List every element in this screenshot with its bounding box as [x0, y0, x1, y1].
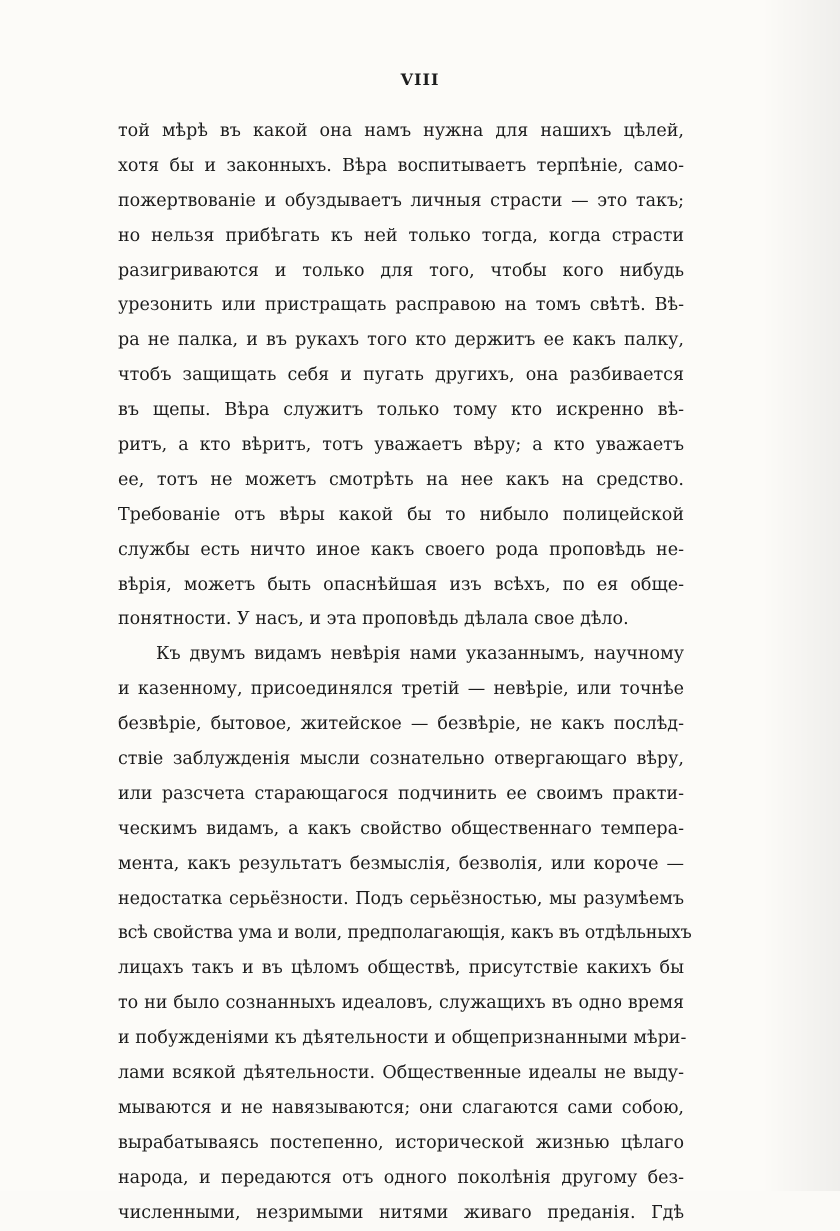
text-line: и побужденіями къ дѣятельности и общепризнанными мѣри- [118, 1028, 687, 1049]
text-line: разигриваются и только для того, чтобы кого нибудь [118, 260, 684, 281]
text-line: лами всякой дѣятельности. Общественные идеалы не выду- [118, 1063, 684, 1084]
text-line: недостатка серьёзности. Подъ серьёзностью, мы разумѣемъ [118, 888, 684, 909]
text-line: безвѣріе, бытовое, житейское — безвѣріе, не какъ послѣд- [118, 714, 684, 735]
text-line: Требованіе отъ вѣры какой бы то нибыло полицейской [118, 504, 684, 525]
text-line: въ щепы. Вѣра служитъ только тому кто искренно вѣ- [118, 400, 684, 421]
text-line: ствіе заблужденія мысли сознательно отвергающаго вѣру, [118, 749, 684, 770]
text-line: или разсчета старающагося подчинить ее своимъ практи- [118, 783, 684, 804]
text-line: службы есть ничто иное какъ своего рода проповѣдь не- [118, 539, 684, 560]
text-line: чтобъ защищать себя и пугать другихъ, она разбивается [118, 365, 684, 386]
page-number: VIII [400, 70, 440, 89]
text-line: мента, какъ результатъ безмыслія, безволія, или короче — [118, 853, 684, 874]
text-line: всѣ свойства ума и воли, предполагающія, какъ въ отдѣльныхъ [118, 923, 692, 944]
text-line: лицахъ такъ и въ цѣломъ обществѣ, присутствіе какихъ бы [118, 958, 684, 979]
text-line: ее, тотъ не можетъ смотрѣть на нее какъ на средство. [118, 469, 684, 490]
text-line: численными, незримыми нитями живаго преданія. Гдѣ [118, 1202, 684, 1223]
text-line: и казенному, присоединялся третій — невѣріе, или точнѣе [118, 679, 684, 700]
page-edge-shadow [762, 0, 840, 1191]
text-line: ритъ, а кто вѣритъ, тотъ уважаетъ вѣру; а кто уважаетъ [118, 435, 684, 456]
paragraph-start-line: Къ двумъ видамъ невѣрія нами указаннымъ, научному [156, 644, 684, 665]
text-line: вѣрія, можетъ быть опаснѣйшая изъ всѣхъ, по ея обще- [118, 574, 684, 595]
text-line: мываются и не навязываются; они слагаются сами собою, [118, 1097, 684, 1118]
text-line: но нельзя прибѣгать къ ней только тогда, когда страсти [118, 225, 684, 246]
text-line: вырабатываясь постепенно, исторической жизнью цѣлаго [118, 1132, 684, 1153]
text-line: народа, и передаются отъ одного поколѣнія другому без- [118, 1167, 684, 1188]
text-line: хотя бы и законныхъ. Вѣра воспитываетъ терпѣніе, само- [118, 155, 684, 176]
text-line: той мѣрѣ въ какой она намъ нужна для нашихъ цѣлей, [118, 121, 684, 141]
text-line: урезонить или пристращать расправою на томъ свѣтѣ. Вѣ- [118, 295, 684, 316]
body-text [118, 114, 692, 1231]
paragraph-end-line: понятности. У насъ, и эта проповѣдь дѣлала свое дѣло. [118, 609, 629, 630]
text-line: то ни было сознанныхъ идеаловъ, служащихъ въ одно время [118, 993, 684, 1014]
text-line: ческимъ видамъ, а какъ свойство общественнаго темпера- [118, 818, 684, 839]
text-line: пожертвованіе и обуздываетъ личныя страсти — это такъ; [118, 190, 684, 211]
text-line: ра не палка, и въ рукахъ того кто держитъ ее какъ палку, [118, 330, 684, 351]
